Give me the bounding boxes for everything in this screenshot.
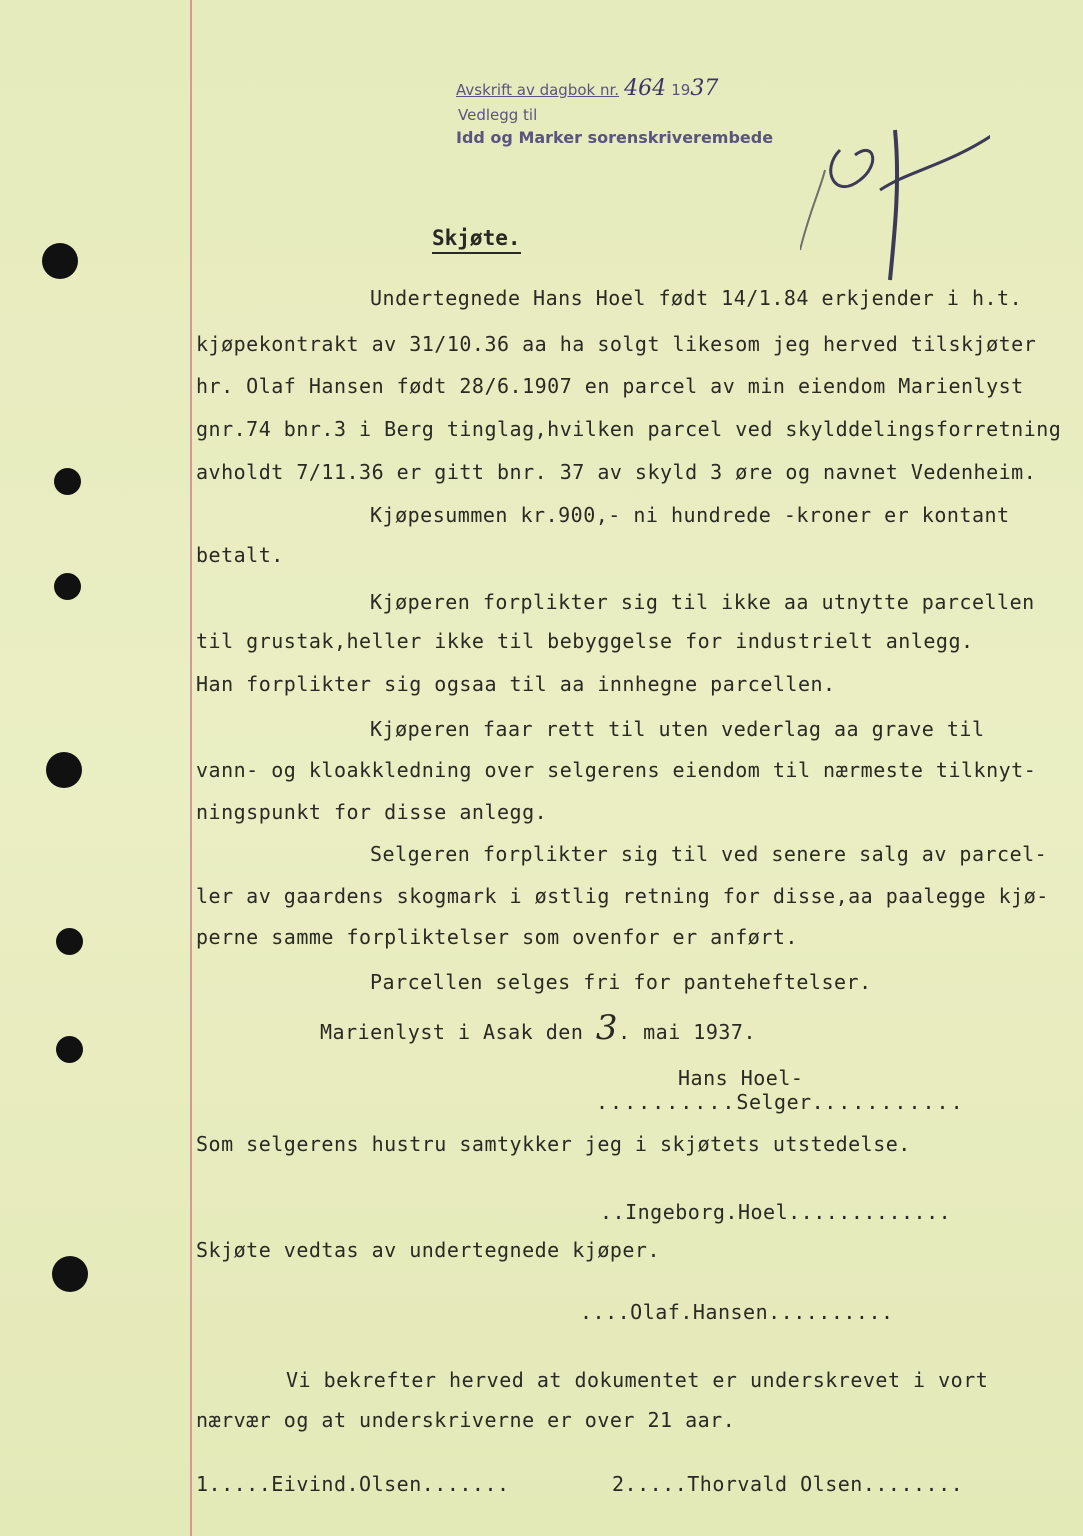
body-line: Kjøperen faar rett til uten vederlag aa grave til: [370, 717, 985, 741]
body-line: Parcellen selges fri for panteheftelser.: [370, 970, 872, 994]
body-line: Han forplikter sig ogsaa til aa innhegne parcellen.: [196, 672, 836, 696]
stamp-year: 19: [671, 81, 691, 99]
body-line: hr. Olaf Hansen født 28/6.1907 en parcel av min eiendom Marienlyst: [196, 374, 1024, 398]
margin-rule: [190, 0, 192, 1536]
body-line: perne samme forpliktelser som ovenfor er anført.: [196, 925, 798, 949]
body-line: Undertegnede Hans Hoel født 14/1.84 erkjender i h.t.: [370, 286, 1023, 310]
witness-text-2: nærvær og at underskriverne er over 21 aar.: [196, 1408, 736, 1432]
body-line: Kjøperen forplikter sig til ikke aa utnytte parcellen: [370, 590, 1035, 614]
body-line: kjøpekontrakt av 31/10.36 aa ha solgt likesom jeg herved tilskjøter: [196, 332, 1037, 356]
stamp-prefix: Avskrift av dagbok nr.: [456, 81, 620, 99]
document-title: Skjøte.: [432, 226, 521, 254]
seller-role: Selger.: [736, 1090, 825, 1114]
body-line: vann- og kloakkledning over selgerens eiendom til nærmeste tilknyt-: [196, 758, 1037, 782]
stamp-year-hand: 37: [690, 76, 719, 101]
place-date-suffix: . mai 1937.: [618, 1020, 757, 1044]
seller-signature-line: [596, 1090, 965, 1114]
buyer-signature: ....Olaf.Hansen..........: [580, 1300, 894, 1324]
body-line: ningspunkt for disse anlegg.: [196, 800, 548, 824]
punch-hole-5: [56, 928, 83, 955]
body-line: til grustak,heller ikke til bebyggelse for industrielt anlegg.: [196, 629, 974, 653]
witness-2-signature: 2.....Thorvald Olsen........: [612, 1472, 964, 1496]
body-line: gnr.74 bnr.3 i Berg tinglag,hvilken parcel ved skylddelingsforretning: [196, 417, 1062, 441]
place-date-day: 3: [595, 1008, 619, 1048]
wife-signature: ..Ingeborg.Hoel.............: [600, 1200, 952, 1224]
punch-hole-3: [54, 573, 81, 600]
punch-hole-4: [46, 752, 82, 788]
place-date-prefix: Marienlyst i Asak den: [320, 1020, 584, 1044]
stamp-office: Idd og Marker sorenskriverembede: [456, 128, 774, 147]
body-line: avholdt 7/11.36 er gitt bnr. 37 av skyld 3 øre og navnet Vedenheim.: [196, 460, 1037, 484]
body-line: Kjøpesummen kr.900,- ni hundrede -kroner er kontant: [370, 503, 1010, 527]
body-line: betalt.: [196, 543, 284, 567]
witness-1-signature: 1.....Eivind.Olsen.......: [196, 1472, 510, 1496]
seller-name: Hans Hoel-: [678, 1066, 804, 1090]
seller-dots-left: ..........: [596, 1090, 737, 1114]
buyer-accept: Skjøte vedtas av undertegnede kjøper.: [196, 1238, 661, 1262]
place-date: [320, 1008, 756, 1048]
stamp-line-1: [456, 76, 718, 101]
stamp-line-2: Vedlegg til: [458, 106, 538, 124]
body-line: Selgeren forplikter sig til ved senere salg av parcel-: [370, 842, 1048, 866]
body-line: ler av gaardens skogmark i østlig retning for disse,aa paalegge kjø-: [196, 884, 1049, 908]
punch-hole-1: [42, 243, 78, 279]
punch-hole-7: [52, 1256, 88, 1292]
punch-hole-2: [54, 468, 81, 495]
punch-hole-6: [56, 1036, 83, 1063]
witness-text-1: Vi bekrefter herved at dokumentet er underskrevet i vort: [286, 1368, 989, 1392]
seller-dots-right: ..........: [824, 1090, 965, 1114]
stamp-number: 464: [624, 76, 667, 101]
handwritten-mark-icon: [800, 110, 990, 300]
wife-consent: Som selgerens hustru samtykker jeg i skjøtets utstedelse.: [196, 1132, 911, 1156]
